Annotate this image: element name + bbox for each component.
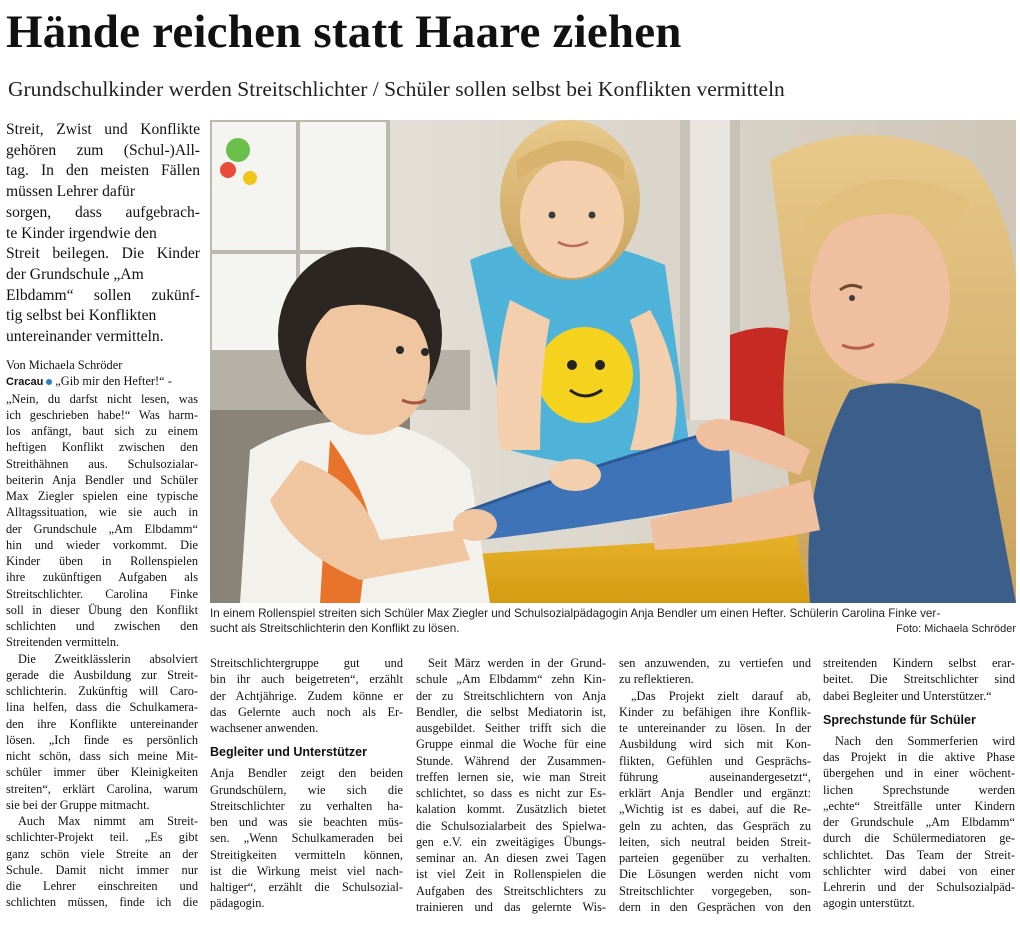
article-line: den ihre Konflikte untereinander — [6, 716, 198, 731]
article-column-4 — [619, 655, 811, 915]
article-line: Streitenden vermitteln. — [6, 635, 120, 650]
article-line: lichen Sprechstunde werden — [823, 782, 1015, 797]
dateline-dot-icon — [46, 379, 52, 385]
lead-line: Elbdamm“ sollen zukünf- — [6, 286, 200, 304]
article-line: erklärt Anja Bendler und ergänzt: — [619, 786, 811, 800]
article-line: Aufgaben des Streitschlichters zu — [416, 883, 606, 898]
article-line: ausgebildet. Seither trifft sich die — [416, 721, 606, 735]
lead-line: Streit, Zwist und Konflikte — [6, 121, 200, 138]
byline: Von Michaela Schröder — [6, 358, 123, 372]
lead-line: tig selbst bei Konflikten — [6, 307, 157, 325]
article-line: Die Lösungen werden nicht vom — [619, 867, 811, 882]
article-line: „Gib mir den Hefter!“ - — [55, 374, 172, 389]
article-line: beiterin Anja Bendler und Schüler — [6, 472, 198, 487]
article-line: das Projekt in die aktive Phase — [823, 750, 1015, 764]
article-line: übergehen und in einer wöchent- — [823, 766, 1015, 781]
article-line: Gruppe einmal die Woche für eine — [416, 737, 606, 752]
article-line: los anfängt, baut sich zu einem — [6, 424, 198, 438]
article-line: die Schulsozialarbeit des Spielwa- — [416, 818, 606, 833]
subheadline: Grundschulkinder werden Streitschlichter / Schüler sollen selbst bei Konflikten vermitteln — [8, 77, 785, 101]
article-line: ist viel Zeit in Rollenspielen die — [416, 867, 606, 882]
article-line: sie bei der Gruppe mitmacht. — [6, 797, 150, 812]
lead-line: untereinander vermitteln. — [6, 328, 164, 346]
article-line: schlichterin. Zukünftig will Caro- — [6, 684, 198, 698]
lead-line: der Grundschule „Am — [6, 265, 144, 283]
article-line: gen e.V. ein zweitägiges Übungs- — [416, 834, 606, 849]
article-line: dabei Begleiter und Unterstützer.“ — [823, 688, 992, 703]
article-line: te untereinander zu lösen. In der — [619, 721, 811, 735]
article-line: wachsener anwenden. — [210, 721, 319, 735]
article-line: Streitschlichter. Carolina Finke — [6, 586, 198, 601]
article-line: trainieren und das gelernte Wis- — [416, 899, 606, 914]
article-line: Kinder zu befähigen ihre Konflik- — [619, 704, 811, 719]
article-line: dern in den Gesprächen von den — [619, 899, 811, 914]
article-column-2 — [210, 655, 403, 912]
article-line: Auch Max nimmt am Streit- — [18, 814, 198, 828]
article-line: nicht schön, dass sich meine Mit- — [6, 749, 198, 763]
article-line: der Grundschule „Am Elbdamm“ — [823, 815, 1015, 829]
article-line: schüler immer über Kleinigkeiten — [6, 765, 198, 780]
article-line: Anja Bendler zeigt den beiden — [210, 766, 403, 781]
article-line: schlichten und zwischen den — [6, 619, 198, 633]
lead-line: tag. In den meisten Fällen — [6, 162, 200, 180]
dateline-place: Cracau — [6, 376, 44, 389]
article-line: schlichtet. Das Team der Streit- — [823, 847, 1015, 862]
article-line: der Achtjährige. Zudem könne er — [210, 688, 403, 703]
article-line: parteien gegenüber zu verhalten. — [619, 851, 811, 865]
article-line: ganz schön viele Streite an der — [6, 846, 198, 861]
article-column-3 — [416, 655, 606, 915]
article-line: „Nein, du darfst nicht lesen, was — [6, 391, 198, 406]
article-line: schlichtet, so dass es nicht zur Es- — [416, 786, 606, 800]
article-line: agogin unterstützt. — [823, 896, 915, 911]
caption-line: In einem Rollenspiel streiten sich Schüler Max Ziegler und Schulsozialpädagogin Anja Bendler um einen Hefter. Schülerin Carolina Finke ver- — [210, 607, 941, 620]
article-line: die Lehrer einschreiten und — [6, 879, 198, 893]
article-line: Streithähnen aus. Schulsozialar- — [6, 456, 198, 471]
article-line: durch die Schülermediatoren ge- — [823, 831, 1015, 846]
article-line: soll in dieser Übung den Konflikt — [6, 602, 198, 617]
article-line: Kinder üben in Rollenspielen — [6, 554, 198, 568]
lead-line: sorgen, dass aufgebrach- — [6, 203, 200, 221]
article-line: ihre zukünftigen Aufgaben als — [6, 570, 198, 585]
article-line: beitet. Die Streitschlichter sind — [823, 672, 1015, 687]
article-photo — [210, 120, 1016, 603]
lead-line: Streit beilegen. Die Kinder — [6, 245, 200, 263]
article-line: „echte“ Streitfälle unter Kindern — [823, 798, 1015, 813]
article-line: treffen lernen sie, wie man Streit — [416, 769, 606, 784]
dateline — [6, 373, 198, 390]
article-line: streiten“, erklärt Carolina, warum — [6, 781, 198, 796]
article-line: Lehrerin und der Schulsozialpäd- — [823, 880, 1015, 894]
article-line: ich geschrieben habe!“ Was harm- — [6, 407, 198, 422]
photo-caption — [210, 606, 1016, 637]
article-line: zu reflektieren. — [619, 672, 694, 687]
article-line: Max Ziegler spielen eine typische — [6, 489, 198, 503]
article-line: Streitigkeiten vermitteln können, — [210, 847, 403, 862]
article-line: ist die Wirkung meist viel nach- — [210, 863, 403, 878]
lead-line: te Kinder irgendwie den — [6, 224, 157, 242]
article-line: der Grundschule „Am Elbdamm“ — [6, 521, 198, 536]
article-column-5 — [823, 655, 1015, 912]
article-line: Bendler, die selbst Mediatorin ist, — [416, 704, 606, 719]
article-line: Die Zweitklässlerin absolviert — [18, 651, 198, 666]
photo-credit: Foto: Michaela Schröder — [896, 622, 1016, 635]
article-line: Schule. Damit nicht immer nur — [6, 862, 198, 877]
article-line: ben und was sie beachten müs- — [210, 815, 403, 829]
article-line: hin und wieder vorkommt. Die — [6, 537, 198, 552]
article-line: sen anzuwenden, zu vertiefen und — [619, 656, 811, 670]
article-line: schlichten müssen, finde ich die — [6, 895, 198, 910]
article-line: Stunde. Während der Zusammen- — [416, 753, 606, 768]
article-line: haltiger“, erzählt die Schulsozial- — [210, 880, 403, 894]
article-line: „Wichtig ist es dabei, auf die Re- — [619, 802, 811, 817]
article-line: pädagogin. — [210, 896, 265, 911]
section-heading: Begleiter und Unterstützer — [210, 745, 367, 760]
article-line: flikten, Gefühlen und Gesprächs- — [619, 753, 811, 768]
article-line: leiten, sich neutral beiden Streit- — [619, 834, 811, 849]
article-line: schule „Am Elbdamm“ zehn Kin- — [416, 672, 606, 687]
article-line: lina helfen, dass die Schulkamera- — [6, 700, 198, 715]
article-line: Ausbildung wird sich mit Kon- — [619, 737, 811, 752]
article-line: Alltagssituation, wie sie auch in — [6, 505, 198, 520]
article-line: schlichter-Projekt teil. „Es gibt — [6, 830, 198, 845]
article-line: Streitschlichtergruppe gut und — [210, 656, 403, 670]
article-line: seminar an. An diesen zwei Tagen — [416, 851, 606, 865]
article-line: Streitschlichter vorgegeben, son- — [619, 883, 811, 898]
article-line: Grundschülern, wie sich die — [210, 782, 403, 797]
headline: Hände reichen statt Haare ziehen — [6, 6, 682, 58]
article-line: gerade die Ausbildung zur Streit- — [6, 667, 198, 682]
article-line: Seit März werden in der Grund- — [428, 656, 606, 670]
article-line: geln zu achten, das Gespräch zu — [619, 818, 811, 833]
article-line: heftigen Konflikt zwischen den — [6, 440, 198, 455]
lead-line: müssen Lehrer dafür — [6, 183, 136, 201]
section-heading: Sprechstunde für Schüler — [823, 712, 976, 727]
article-line: lösen. „Ich finde es persönlich — [6, 732, 198, 747]
article-line: kalation kommt. Zusätzlich bietet — [416, 802, 606, 817]
article-line: „Das Projekt zielt darauf ab, — [631, 688, 811, 703]
article-line: der zu Streitschlichtern von Anja — [416, 688, 606, 703]
lead-line: gehören zum (Schul-)All- — [6, 141, 200, 159]
article-line: das Gelernte auch noch als Er- — [210, 704, 403, 719]
article-line: führung auseinandergesetzt“, — [619, 769, 811, 784]
article-column-1 — [6, 357, 198, 911]
article-line: Nach den Sommerferien wird — [835, 733, 1015, 748]
article-line: sen. „Wenn Schulkameraden bei — [210, 831, 403, 846]
article-line: bin ihr auch beigetreten“, erzählt — [210, 672, 403, 687]
article-line: schlichter wird dabei von einer — [823, 863, 1015, 878]
article-line: streitenden Kindern selbst erar- — [823, 656, 1015, 670]
article-line: Streitschlichter zu verhalten ha- — [210, 798, 403, 813]
caption-line: sucht als Streitschlichterin den Konflikt zu lösen. — [210, 622, 460, 635]
lead-paragraph — [6, 120, 200, 348]
